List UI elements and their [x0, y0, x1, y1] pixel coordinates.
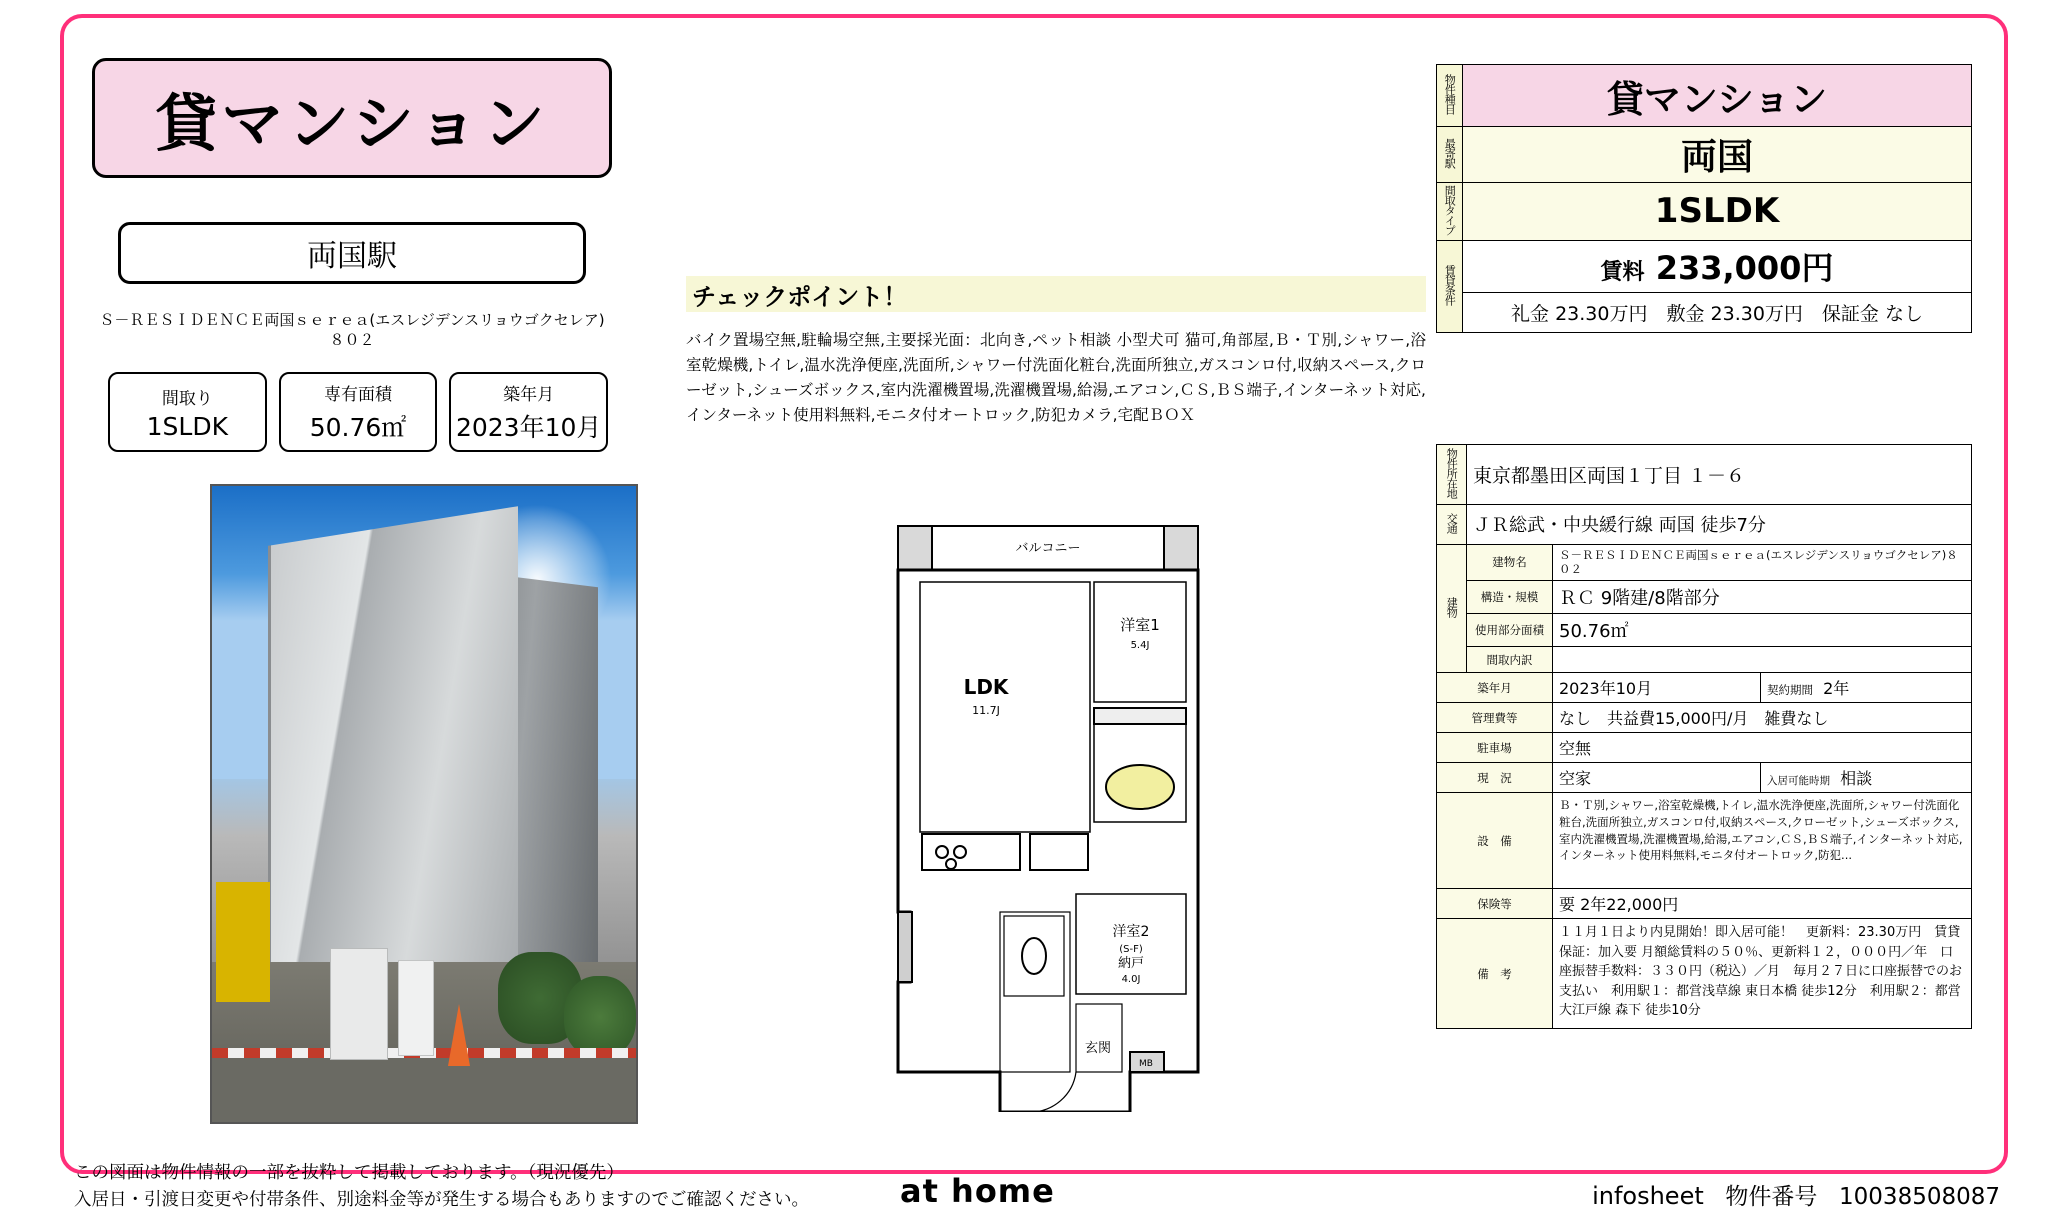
summary-row-layout	[1437, 183, 1972, 241]
spec-area	[279, 372, 438, 452]
photo-road	[212, 1050, 636, 1122]
detail-row-equipment	[1437, 793, 1972, 889]
photo-traffic-cone	[448, 1004, 470, 1066]
room-ldk-size: 11.7J	[972, 704, 1000, 717]
spec-built-label: 築年月	[503, 385, 555, 405]
property-type-title	[92, 58, 612, 178]
detail-value-building-name: Ｓ－ＲＥＳＩＤＥＮＣＥ両国ｓｅｒｅａ(エスレジデンスリョウゴクセレア)８０２	[1553, 544, 1972, 581]
spec-built	[449, 372, 608, 452]
room-nando-label: 納戸	[1117, 956, 1145, 971]
detail-label-structure: 構造・規模	[1467, 581, 1553, 614]
building-name-line1: Ｓ－ＲＥＳＩＤＥＮＣＥ両国ｓｅｒｅａ(エスレジデンスリョウゴクセレア)	[99, 311, 605, 329]
entrance-label: 玄関	[1084, 1041, 1112, 1056]
floorplan	[880, 512, 1252, 1112]
athome-logo-text: at home	[900, 1172, 1055, 1210]
spec-row	[108, 372, 608, 452]
summary-label-type: 物件種目	[1437, 65, 1463, 127]
detail-label-area: 使用部分面積	[1467, 614, 1553, 647]
summary-value-layout: 1SLDK	[1463, 183, 1972, 241]
summary-value-fees: 礼金 23.30万円 敷金 23.30万円 保証金 なし	[1463, 292, 1972, 332]
detail-row-management	[1437, 703, 1972, 733]
room-washitsu1-name: 洋室1	[1120, 616, 1160, 634]
room-washitsu2-sub: (S-F)	[1119, 944, 1143, 955]
summary-value-rent	[1463, 240, 1972, 292]
detail-contract	[1760, 673, 1971, 703]
summary-value-station: 両国	[1463, 127, 1972, 183]
detail-value-structure: ＲＣ 9階建/8階部分	[1553, 581, 1972, 614]
detail-row-insurance	[1437, 889, 1972, 919]
detail-label-access: 交通	[1437, 504, 1467, 544]
balcony-label: バルコニー	[1015, 541, 1081, 556]
photo-utility-box-2	[398, 960, 434, 1056]
detail-row-address	[1437, 445, 1972, 505]
infosheet-footer	[1592, 1178, 2000, 1211]
summary-label-station: 最寄駅	[1437, 127, 1463, 183]
spec-area-value: 50.76㎡	[309, 413, 407, 442]
checkpoint-title: チェックポイント！	[686, 276, 1426, 312]
infosheet-label: infosheet	[1592, 1182, 1704, 1210]
summary-table	[1436, 64, 1972, 333]
summary-row-fees	[1437, 292, 1972, 332]
detail-label-management: 管理費等	[1437, 703, 1553, 733]
station-box	[118, 222, 586, 284]
room-ldk-name: LDK	[963, 675, 1009, 699]
room-washitsu1-size: 5.4J	[1130, 640, 1150, 651]
detail-value-insurance: 要 2年22,000円	[1553, 889, 1972, 919]
detail-row-built	[1437, 673, 1972, 703]
detail-label-movein: 入居可能時期	[1766, 775, 1830, 788]
summary-row-type	[1437, 65, 1972, 127]
detail-label-insurance: 保険等	[1437, 889, 1553, 919]
detail-value-parking: 空無	[1553, 733, 1972, 763]
spec-built-value: 2023年10月	[455, 413, 602, 442]
property-no-label: 物件番号	[1725, 1184, 1818, 1210]
detail-value-layout-breakdown	[1553, 647, 1972, 673]
spec-layout	[108, 372, 267, 452]
detail-row-layout-breakdown	[1437, 647, 1972, 673]
footer-note-line2: 入居日・引渡日変更や付帯条件、別途料金等が発生する場合もありますのでご確認ください。	[74, 1190, 809, 1211]
station-text: 両国駅	[307, 239, 397, 274]
spec-layout-label: 間取り	[161, 388, 213, 409]
rent-label: 賃料	[1600, 260, 1645, 286]
detail-row-area	[1437, 614, 1972, 647]
summary-label-layout: 間取タイプ	[1437, 183, 1463, 241]
detail-row-parking	[1437, 733, 1972, 763]
summary-row-rent	[1437, 240, 1972, 292]
photo-tree-2	[564, 976, 636, 1058]
mb-label: MB	[1139, 1059, 1153, 1069]
detail-table	[1436, 444, 1972, 1029]
detail-value-remarks: １１月１日より内見開始！即入居可能！ 更新料：23.30万円 賃貸保証：加入要 月額総賃料の５０％、更新料１２，０００円／年 口座振替手数料：３３０円（税込）／月 毎月２７日に口座振替でのお支払い 利用駅１：都営浅草線 東日本橋 徒歩12分 利用駅２：都営大江戸線 森下 徒歩10分	[1553, 919, 1972, 1029]
exterior-photo	[210, 484, 638, 1124]
detail-label-remarks: 備 考	[1437, 919, 1553, 1029]
detail-row-building-name	[1437, 544, 1972, 581]
detail-label-address: 物件所在地	[1437, 445, 1467, 505]
detail-row-remarks	[1437, 919, 1972, 1029]
rent-value: 233,000円	[1655, 249, 1834, 288]
room-washitsu2-size: 4.0J	[1121, 974, 1141, 985]
detail-value-address: 東京都墨田区両国１丁目 １－６	[1467, 445, 1972, 505]
detail-label-layout-breakdown: 間取内訳	[1467, 647, 1553, 673]
detail-value-contract: 2年	[1823, 679, 1850, 699]
footer-note-line1: この図面は物件情報の一部を抜粋して掲載しております。（現況優先）	[74, 1163, 624, 1183]
detail-movein	[1760, 763, 1971, 793]
detail-row-structure	[1437, 581, 1972, 614]
detail-label-equipment: 設 備	[1437, 793, 1553, 889]
detail-label-building: 建物	[1437, 544, 1467, 673]
property-no-value: 10038508087	[1839, 1184, 2000, 1210]
detail-label-built: 築年月	[1437, 673, 1553, 703]
summary-value-type: 貸マンション	[1463, 65, 1972, 127]
building-name-line2: ８０２	[329, 331, 375, 350]
summary-label-rent-conditions: 賃貸条件	[1437, 240, 1463, 332]
detail-value-status: 空家	[1553, 763, 1761, 793]
photo-utility-box-1	[330, 948, 388, 1060]
athome-logo	[900, 1172, 1055, 1210]
detail-label-contract: 契約期間	[1766, 683, 1813, 698]
detail-value-built: 2023年10月	[1553, 673, 1761, 703]
spec-layout-value: 1SLDK	[146, 411, 229, 441]
photo-crane	[216, 882, 270, 1002]
detail-value-equipment: Ｂ・Ｔ別,シャワー,浴室乾燥機,トイレ,温水洗浄便座,洗面所,シャワー付洗面化粧台,洗面所独立,ガスコンロ付,収納スペース,クローゼット,シューズボックス,室内洗濯機置場,洗濯機置場,給湯,エアコン,ＣＳ,ＢＳ端子,インターネット対応,インターネット使用料無料,モニタ付オートロック,防犯...	[1553, 793, 1972, 889]
detail-label-parking: 駐車場	[1437, 733, 1553, 763]
room-washitsu2-name: 洋室2	[1112, 924, 1150, 940]
detail-value-access: ＪＲ総武・中央緩行線 両国 徒歩7分	[1467, 504, 1972, 544]
summary-row-station	[1437, 127, 1972, 183]
detail-row-status	[1437, 763, 1972, 793]
detail-label-status: 現 況	[1437, 763, 1553, 793]
detail-value-management: なし 共益費15,000円/月 雑費なし	[1553, 703, 1972, 733]
spec-area-label: 専有面積	[324, 385, 392, 405]
detail-row-access	[1437, 504, 1972, 544]
checkpoint-body: バイク置場空無,駐輪場空無,主要採光面：北向き,ペット相談 小型犬可 猫可,角部屋,Ｂ・Ｔ別,シャワー,浴室乾燥機,トイレ,温水洗浄便座,洗面所,シャワー付洗面化粧台,洗面所独立,ガスコンロ付,収納スペース,クローゼット,シューズボックス,室内洗濯機置場,洗濯機置場,給湯,エアコン,ＣＳ,ＢＳ端子,インターネット対応,インターネット使用料無料,モニタ付オートロック,防犯カメラ,宅配ＢＯＸ	[686, 331, 1426, 425]
property-type-text: 貸マンション	[155, 86, 549, 160]
footer-note	[74, 1160, 974, 1214]
detail-value-area: 50.76㎡	[1553, 614, 1972, 647]
detail-label-building-name: 建物名	[1467, 544, 1553, 581]
building-name	[92, 310, 612, 351]
detail-value-movein: 相談	[1840, 769, 1873, 789]
